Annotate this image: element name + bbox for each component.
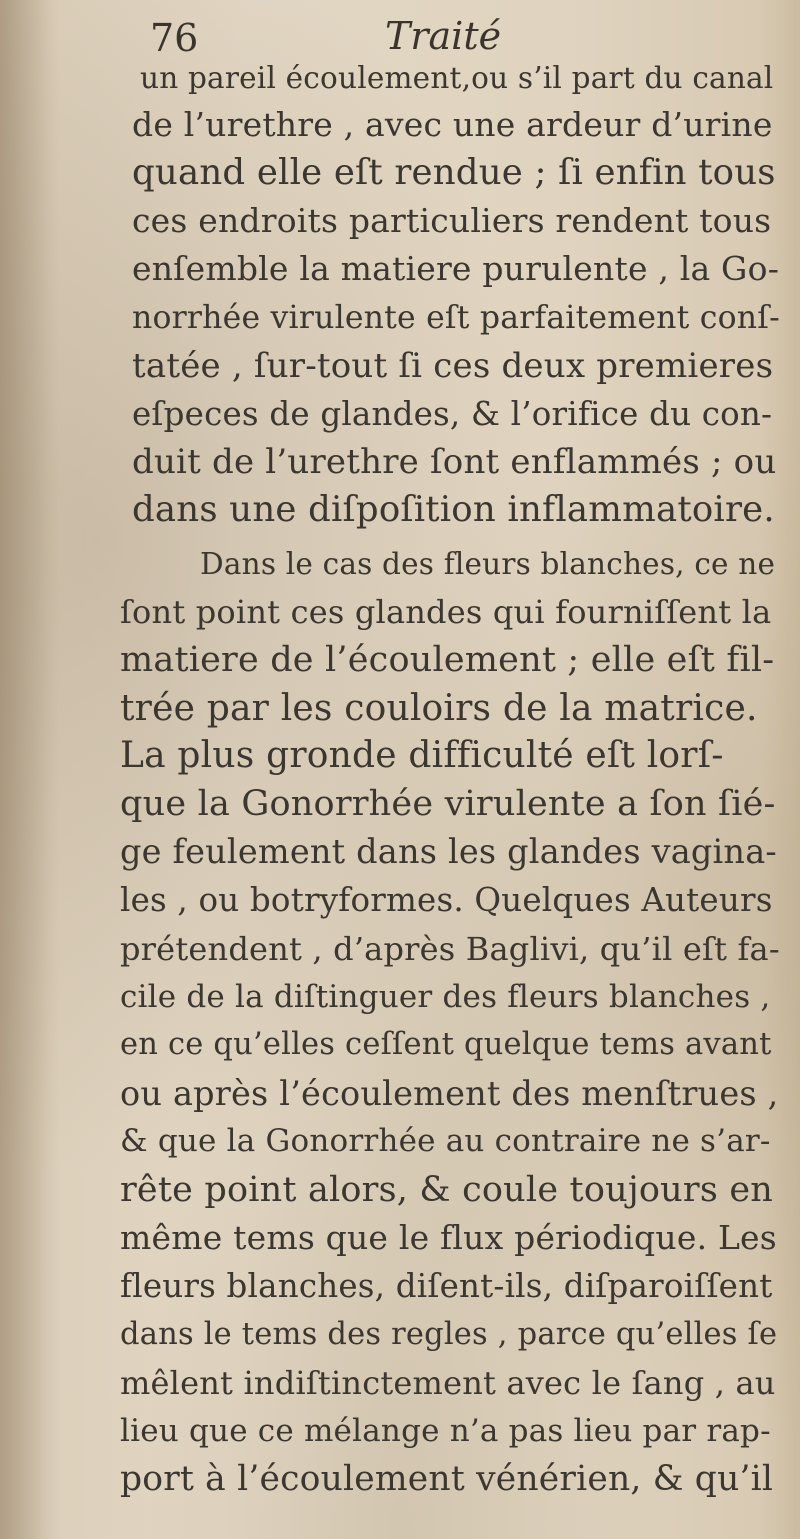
text-line: cile de la diſtinguer des fleurs blanches ,: [120, 979, 771, 1015]
text-line: ſont point ces glandes qui fourniſſent la: [120, 593, 772, 631]
text-line: ces endroits particuliers rendent tous: [132, 201, 772, 240]
text-line: ou après l’écoulement des menſtrues ,: [120, 1074, 779, 1113]
text-line: & que la Gonorrhée au contraire ne s’ar-: [120, 1123, 771, 1159]
text-line: fleurs blanches, diſent-ils, diſparoiſſent: [120, 1267, 773, 1305]
text-body: [120, 0, 780, 1539]
text-line: tatée , ſur-tout ſi ces deux premieres: [132, 346, 774, 386]
text-line: norrhée virulente eſt parfaitement conſ-: [132, 300, 780, 336]
text-line: dans une diſpoſition inflammatoire.: [132, 489, 775, 530]
text-line: prétendent , d’après Baglivi, qu’il eſt fa-: [120, 930, 780, 968]
text-line: enſemble la matiere purulente , la Go-: [132, 249, 780, 288]
text-line: de l’urethre , avec une ardeur d’urine: [132, 105, 773, 144]
text-line: rête point alors, & coule toujours en: [120, 1170, 773, 1210]
text-line: quand elle eſt rendue ; ſi enfin tous: [132, 152, 776, 193]
text-line: un pareil écoulement,ou s’il part du canal: [140, 61, 774, 95]
text-line: duit de l’urethre ſont enflammés ; ou: [132, 442, 777, 482]
text-line: mêlent indiſtinctement avec le ſang , au: [120, 1364, 776, 1402]
text-line: les , ou botryformes. Quelques Auteurs: [120, 881, 773, 919]
text-line: en ce qu’elles ceſſent quelque tems avant: [120, 1027, 772, 1062]
text-line: Dans le cas des fleurs blanches, ce ne: [200, 547, 776, 581]
text-line: eſpeces de glandes, & l’orifice du con-: [132, 395, 773, 433]
text-line: La plus gronde difficulté eſt lorſ-: [120, 735, 724, 776]
page-gutter-shadow: [0, 0, 60, 1539]
text-line: même tems que le flux périodique. Les: [120, 1218, 777, 1257]
text-line: ge feulement dans les glandes vagina-: [120, 832, 777, 871]
text-line: que la Gonorrhée virulente a ſon ſié-: [120, 784, 776, 824]
page-number: 76: [150, 16, 199, 60]
text-line: port à l’écoulement vénérien, & qu’il: [120, 1459, 774, 1499]
text-line: trée par les couloirs de la matrice.: [120, 688, 758, 729]
running-title: Traité: [385, 14, 502, 58]
text-line: dans le tems des regles , parce qu’elles ſe: [120, 1317, 778, 1352]
text-line: matiere de l’écoulement ; elle eſt fil-: [120, 640, 775, 680]
text-line: lieu que ce mélange n’a pas lieu par rap-: [120, 1413, 771, 1449]
